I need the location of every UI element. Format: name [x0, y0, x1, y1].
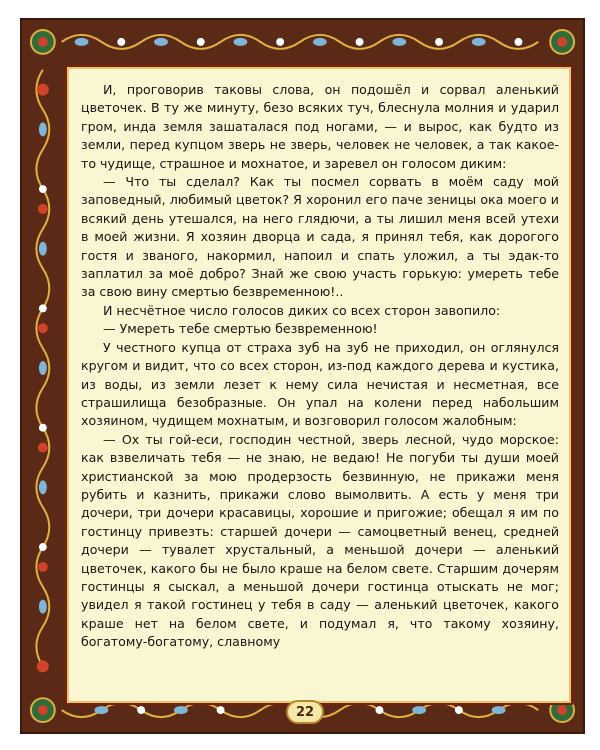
ornamental-frame: [20, 18, 585, 734]
paragraph: — Что ты сделал? Как ты посмел сорвать в моём саду мой заповедный, любимый цветок? Я хоронил его паче зеницы ока моего и всякий день утешался, на него глядючи, а ты лишил меня всей утехи в моей жизни. Я хозяин дворца и сада, я принял тебя, как дорогого гостя и званого, накормил, напоил и спать уложил, а ты эдак-то заплатил за моё добро? Знай же свою участь горькую: умереть тебе за свою вину смертью безвременною!..: [81, 174, 559, 300]
paragraph: У честного купца от страха зуб на зуб не приходил, он оглянулся кругом и видит, что со всех сторон, из-под каждого дерева и кустика, из воды, из земли лезет к нему сила нечистая и несметная, все страшилища безобразные. Он упал на колени перед набольшим хозяином, чудищем мохнатым, и возговорил голосом жалобным:: [81, 339, 559, 429]
paragraph: И несчётное число голосов диких со всех сторон завопило:: [103, 302, 501, 318]
paragraph: И, проговорив таковы слова, он подошёл и сорвал аленький цветочек. В ту же минуту, безо всяких туч, блеснула молния и ударил гром, инда земля зашаталася под ногами, — и вырос, как будто из земли, перед купцом зверь не зверь, человек не человек, а так какое-то чудище, страшное и мохнатое, и заревел он голосом диким:: [81, 82, 559, 171]
paragraph: — Ох ты гой-еси, господин честной, зверь лесной, чудо морское: как взвеличать тебя — не знаю, не ведаю! Не погуби ты души моей христианской за мою продерзость безвинную, не прикажи меня рубить и казнить, прикажи слово вымолвить. А есть у меня три дочери, три дочери красавицы, хорошие и пригожие; обещал я им по гостинцу привезть: старшей дочери — самоцветный венец, средней дочери — тувалет хрустальный, а меньшой дочери — аленький цветочек, какого бы не было краше на белом свете. Старшим дочерям гостинцы я сыскал, а меньшой дочери гостинца отыскать не мог; увидел я такой гостинец у тебя в саду — аленький цветочек, какого краше нет на белом свете, и подумал я, что такому хозяину, богатому-богатому, славному: [81, 431, 559, 650]
page-number: 22: [286, 700, 324, 724]
text-panel: [65, 65, 573, 705]
paragraph: — Умереть тебе смертью безвременною!: [103, 321, 378, 337]
